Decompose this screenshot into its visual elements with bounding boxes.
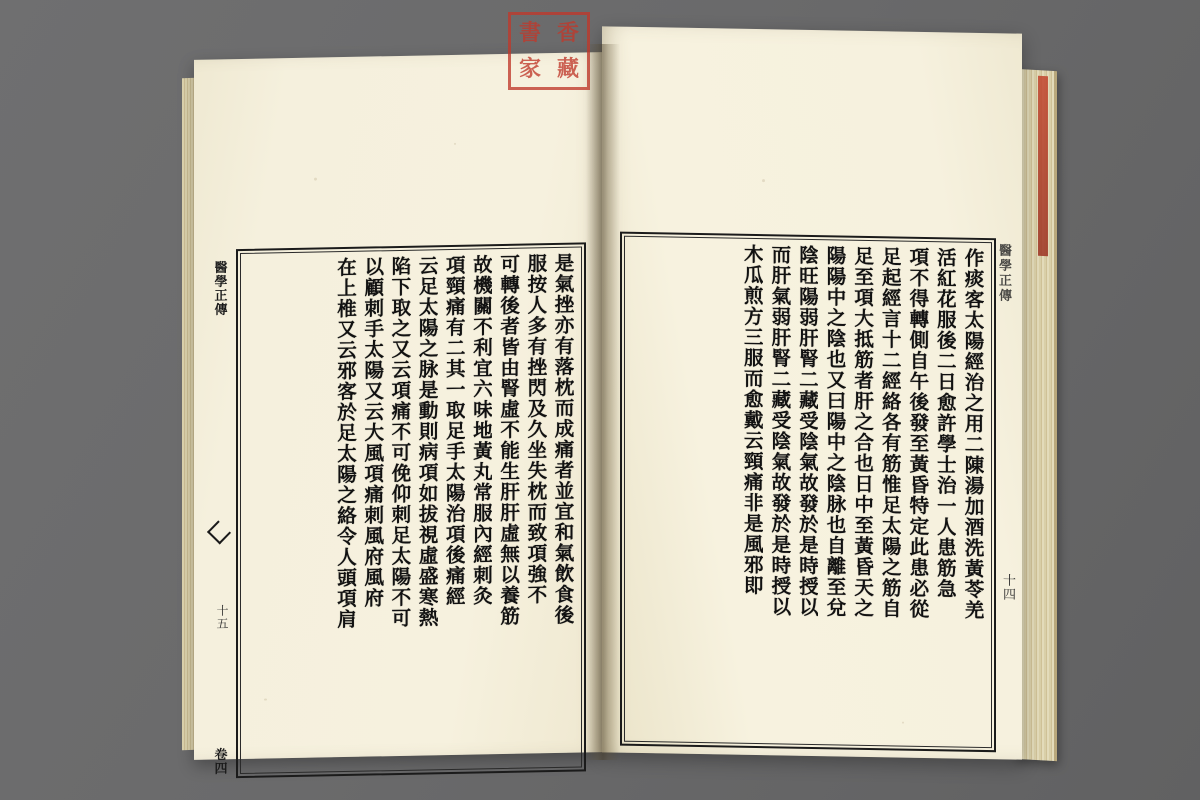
- left-page-number: 十五: [215, 604, 229, 631]
- text-column: 陽陽中之陰也又曰陽中之陰脉也自離至兌: [823, 245, 847, 619]
- right-page-text-frame: [620, 232, 996, 753]
- left-page-text-frame: [236, 242, 586, 778]
- text-column: 云足太陽之脉是動則病項如拔視虛盛寒熱: [415, 255, 439, 629]
- seal-char: 書: [518, 20, 541, 46]
- text-column: 足起經言十二經絡各有筋惟足太陽之筋自: [878, 246, 902, 620]
- text-column: 陰旺陽弱肝腎二藏受陰氣故發於是時授以: [795, 244, 819, 618]
- right-page-number: 十四: [1000, 573, 1015, 602]
- text-column: 服按人多有挫閃及久坐失枕而致項強不: [524, 253, 547, 606]
- right-page: [602, 26, 1022, 759]
- text-column: 在上椎又云邪客於足太陽之絡令人頭項肩: [334, 256, 357, 630]
- text-column: 足至項大抵筋者肝之合也日中至黃昏天之: [851, 245, 874, 619]
- paper-speckle: [762, 179, 765, 182]
- text-column: 可轉後者皆由腎虛不能生肝肝虛無以養筋: [497, 253, 520, 627]
- text-column: 活紅花服後二日愈許學士治一人患筋急: [933, 247, 957, 600]
- text-column: 是氣挫亦有落枕而成痛者並宜和氣飲食後: [551, 252, 574, 626]
- seal-char: 家: [518, 56, 541, 82]
- left-page-columns: [248, 253, 574, 768]
- right-page-side-title: 醫學正傳: [996, 243, 1011, 304]
- text-column: 項頸痛有二其一取足手太陽治項後痛經: [442, 254, 466, 608]
- text-column: 木瓜煎方三服而愈戴云頸痛非是風邪即: [740, 243, 764, 597]
- text-column: 以顧刺手太陽又云大風項痛刺風府風府: [361, 256, 384, 609]
- paper-speckle: [454, 143, 456, 145]
- paper-speckle: [314, 178, 317, 181]
- page-edge-red-mark: [1038, 76, 1048, 257]
- open-book: [178, 18, 1038, 778]
- banxin-center-strip: [206, 254, 232, 781]
- text-column: 項不得轉側自午後發至黃昏特定此患必從: [906, 246, 929, 620]
- right-page-columns: [632, 242, 984, 742]
- text-column: 作痰客太陽經治之用二陳湯加酒洗黃苓羌: [961, 247, 984, 621]
- left-page: [194, 52, 602, 776]
- text-column: 陷下取之又云項痛不可俛仰刺足太陽不可: [388, 255, 411, 629]
- seal-char: 香: [556, 20, 579, 46]
- banxin-title: 醫學正傳: [211, 260, 227, 317]
- text-column: 而肝氣弱肝腎二藏受陰氣故發於是時授以: [768, 244, 791, 618]
- text-column: 故機關不利宜六味地黃丸常服內經刺灸: [469, 254, 493, 607]
- fishtail-icon: [207, 520, 231, 544]
- seal-char: 藏: [556, 56, 579, 82]
- collector-seal: [508, 12, 590, 90]
- banxin-juan: 卷四: [211, 747, 227, 776]
